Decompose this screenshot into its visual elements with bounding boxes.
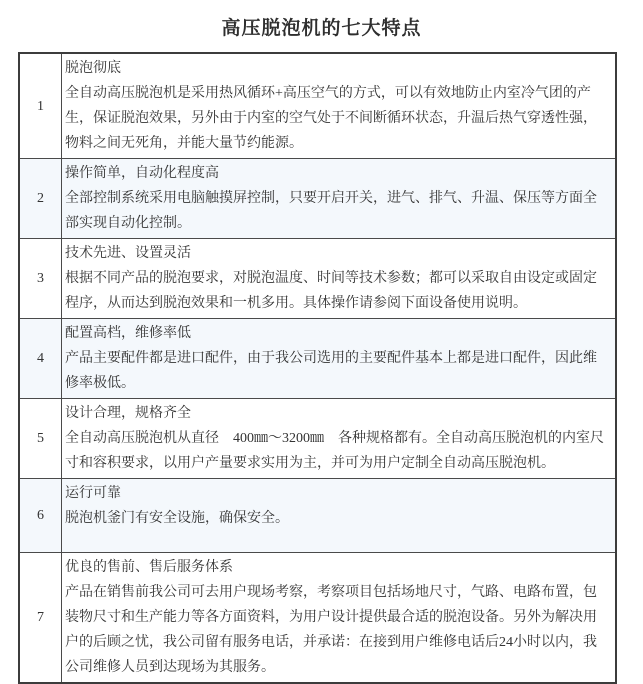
row-content bbox=[62, 399, 617, 479]
row-heading: 脱泡彻底 bbox=[65, 61, 121, 76]
table-row bbox=[19, 319, 616, 399]
row-content bbox=[62, 553, 617, 684]
row-body: 产品在销售前我公司可去用户现场考察，考察项目包括场地尺寸，气路、电路布置，包装物尺寸和生产能力等各方面资料，为用户设计提供最合适的脱泡设备。另外为解决用户的后顾之忧，我公司留有服务电话，并承诺：在接到用户维修电话后24小时以内，我公司维修人员到达现场为其服务。 bbox=[65, 585, 597, 675]
table-row bbox=[19, 399, 616, 479]
row-heading: 运行可靠 bbox=[65, 486, 121, 501]
table-row bbox=[19, 239, 616, 319]
row-number: 2 bbox=[19, 159, 62, 239]
row-body: 全自动高压脱泡机从直径 400㎜～3200㎜ 各种规格都有。全自动高压脱泡机的内室尺寸和容积要求，以用户产量要求实用为主，并可为用户定制全自动高压脱泡机。 bbox=[65, 431, 604, 471]
row-body: 产品主要配件都是进口配件，由于我公司选用的主要配件基本上都是进口配件，因此维修率极低。 bbox=[65, 351, 597, 391]
row-heading: 配置高档，维修率低 bbox=[65, 326, 191, 341]
row-number: 4 bbox=[19, 319, 62, 399]
row-heading: 设计合理，规格齐全 bbox=[65, 406, 191, 421]
row-content bbox=[62, 479, 617, 553]
table-row bbox=[19, 553, 616, 684]
row-heading: 操作简单，自动化程度高 bbox=[65, 166, 219, 181]
table-row bbox=[19, 479, 616, 553]
row-body: 根据不同产品的脱泡要求，对脱泡温度、时间等技术参数；都可以采取自由设定或固定程序，从而达到脱泡效果和一机多用。具体操作请参阅下面设备使用说明。 bbox=[65, 271, 597, 311]
row-heading: 优良的售前、售后服务体系 bbox=[65, 560, 233, 575]
row-body: 全自动高压脱泡机是采用热风循环+高压空气的方式，可以有效地防止内室冷气团的产生，保证脱泡效果，另外由于内室的空气处于不间断循环状态，升温后热气穿透性强，物料之间无死角，并能大量节约能源。 bbox=[65, 86, 597, 151]
table-row bbox=[19, 53, 616, 159]
features-table-body bbox=[19, 53, 616, 683]
row-number: 7 bbox=[19, 553, 62, 684]
row-number: 1 bbox=[19, 53, 62, 159]
row-number: 5 bbox=[19, 399, 62, 479]
row-body: 全部控制系统采用电脑触摸屏控制，只要开启开关，进气、排气、升温、保压等方面全部实现自动化控制。 bbox=[65, 191, 597, 231]
features-table bbox=[18, 52, 617, 684]
row-content bbox=[62, 319, 617, 399]
row-content bbox=[62, 239, 617, 319]
table-row bbox=[19, 159, 616, 239]
row-body: 脱泡机釜门有安全设施，确保安全。 bbox=[65, 511, 289, 526]
row-number: 6 bbox=[19, 479, 62, 553]
page-title: 高压脱泡机的七大特点 bbox=[221, 18, 422, 39]
row-content bbox=[62, 53, 617, 159]
row-number: 3 bbox=[19, 239, 62, 319]
row-content bbox=[62, 159, 617, 239]
row-heading: 技术先进、设置灵活 bbox=[65, 246, 191, 261]
